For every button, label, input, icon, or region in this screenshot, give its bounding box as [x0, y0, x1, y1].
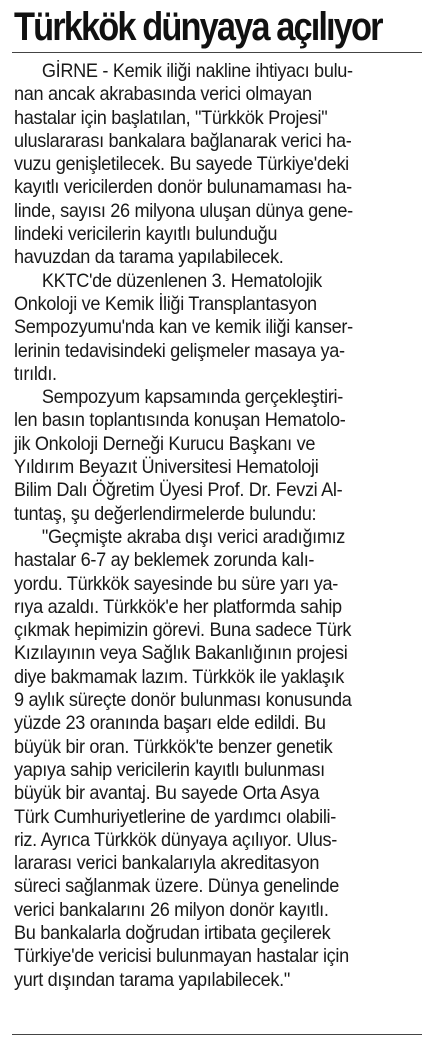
article-line: "Geçmişte akraba dışı verici aradığımız: [41, 525, 346, 548]
article-line: verici bankalarını 26 milyon donör kayıtlı.: [14, 898, 329, 921]
article-line: lararası verici bankalarıyla akreditasyon: [14, 852, 320, 875]
article-line: havuzdan da tarama yapılabilecek.: [14, 246, 284, 269]
article-line: süreci sağlanmak üzere. Dünya genelinde: [14, 875, 340, 898]
article-line: çıkmak hepimizin görevi. Buna sadece Türk: [14, 619, 352, 642]
article-line: jik Onkoloji Derneği Kurucu Başkanı ve: [14, 432, 316, 455]
article-line: Bu bankalarla doğrudan irtibata geçilerek: [14, 921, 331, 944]
article-line: GİRNE - Kemik iliği nakline ihtiyacı bulu-: [41, 60, 353, 82]
top-divider: [12, 52, 422, 53]
article-line: tuntaş, şu değerlendirmelerde bulundu:: [14, 502, 317, 525]
article-line: yurt dışından tarama yapılabilecek.": [14, 968, 290, 991]
article-line: 9 aylık süreçte donör bulunması konusunda: [14, 689, 352, 712]
article-line: diye bakmamak lazım. Türkkök ile yaklaşık: [14, 665, 344, 688]
article-line: hastalar 6-7 ay beklemek zorunda kalı-: [14, 549, 315, 572]
article-line: yüzde 23 oranında başarı elde edildi. Bu: [14, 712, 326, 735]
article-line: Yıldırım Beyazıt Üniversitesi Hematoloji: [14, 456, 319, 479]
article-line: Sempozyumu'nda kan ve kemik iliği kanser-: [14, 316, 353, 339]
article-line: riz. Ayrıca Türkkök dünyaya açılıyor. Ulus-: [14, 828, 337, 851]
article-line: lindeki vericilerin kayıtlı bulunduğu: [14, 223, 278, 246]
article-line: KKTC'de düzenlenen 3. Hematolojik: [41, 269, 322, 292]
article-line: Onkoloji ve Kemik İliği Transplantasyon: [14, 292, 317, 315]
article-line: Türkiye'de vericisi bulunmayan hastalar için: [14, 945, 349, 968]
article-line: hastalar için başlatılan, "Türkkök Projesi": [14, 106, 328, 129]
article-line: Kızılayının veya Sağlık Bakanlığının projesi: [14, 642, 348, 665]
article-line: yapıya sahip vericilerin kayıtlı bulunması: [14, 758, 325, 781]
article-line: vuzu genişletilecek. Bu sayede Türkiye'deki: [14, 153, 349, 176]
article-line: lerinin tedavisindeki gelişmeler masaya ya-: [14, 339, 345, 362]
article-line: nan ancak akrabasında verici olmayan: [14, 83, 312, 106]
article-line: uluslararası bankalara bağlanarak verici ha-: [14, 129, 352, 152]
article-line: Sempozyum kapsamında gerçekleştiri-: [41, 386, 343, 409]
headline: Türkkök dünyaya açılıyor: [14, 5, 382, 49]
article-line: linde, sayısı 26 milyona uluşan dünya gene-: [14, 199, 353, 222]
article-line: len basın toplantısında konuşan Hematolo-: [14, 409, 346, 432]
article-line: büyük bir oran. Türkkök'te benzer genetik: [14, 735, 333, 758]
article-line: büyük bir avantaj. Bu sayede Orta Asya: [14, 782, 320, 805]
article-line: yordu. Türkkök sayesinde bu süre yarı ya-: [14, 572, 338, 595]
article-body: [14, 60, 390, 992]
article-line: Bilim Dalı Öğretim Üyesi Prof. Dr. Fevzi Al-: [14, 479, 343, 502]
article-line: kayıtlı vericilerden donör bulunamaması ha-: [14, 176, 352, 199]
article-line: rıya azaldı. Türkkök'e her platformda sahip: [14, 595, 342, 618]
article-line: tırıldı.: [14, 362, 57, 385]
bottom-divider: [12, 1034, 422, 1035]
article-line: Türk Cumhuriyetlerine de yardımcı olabili-: [14, 805, 336, 828]
